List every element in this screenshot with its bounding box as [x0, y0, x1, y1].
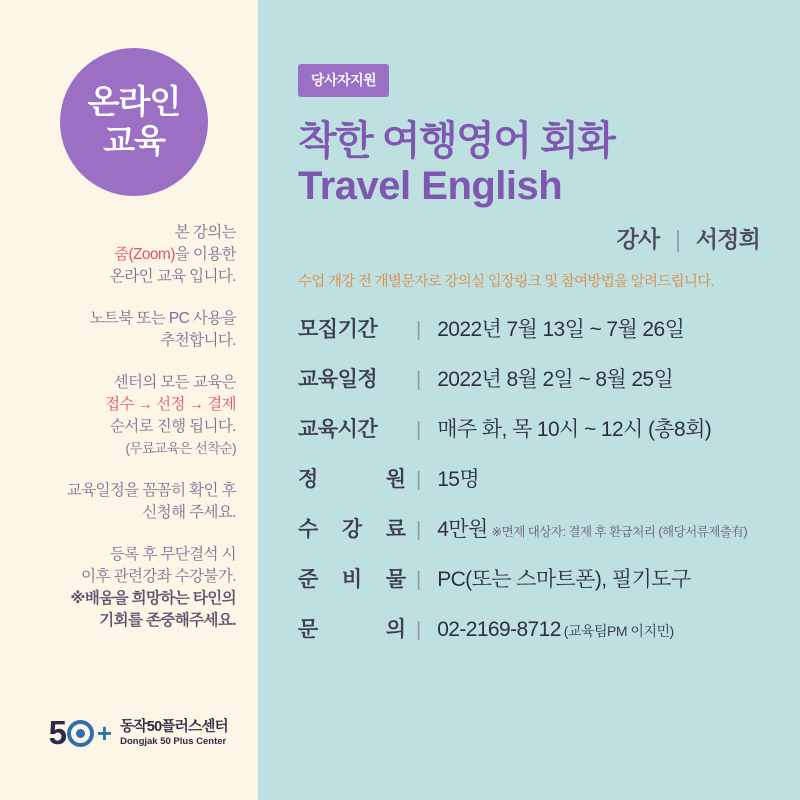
note-text: 센터의 모든 교육은	[113, 374, 236, 391]
notes-list	[0, 222, 236, 652]
info-row-separator: |	[416, 368, 422, 391]
info-row-value: 15명	[437, 467, 480, 491]
class-access-note: 수업 개강 전 개별문자로 강의실 입장링크 및 참여방법을 알려드립니다.	[298, 273, 714, 290]
note-text: 을 이용한	[174, 246, 236, 263]
label-char: 수	[298, 517, 319, 541]
label-char: 원	[385, 467, 406, 491]
left-panel	[0, 0, 258, 800]
instructor-line	[298, 221, 770, 254]
label-char: 물	[385, 567, 406, 591]
info-row-value: 2022년 7월 13일 ~ 7월 26일	[437, 317, 685, 341]
info-row-label	[298, 513, 406, 543]
online-education-badge	[60, 48, 208, 196]
note-item	[0, 308, 236, 352]
logo-name-kr: 동작50플러스센터	[120, 719, 228, 735]
label-char: 의	[385, 617, 406, 641]
info-row-label: 교육일정	[298, 367, 378, 391]
course-title-kr: 착한 여행영어 회화	[298, 119, 615, 163]
label-char: 정	[298, 467, 319, 491]
info-row-separator: |	[416, 568, 422, 591]
info-row	[298, 613, 770, 643]
label-char: 준	[298, 567, 319, 591]
note-item	[0, 544, 236, 632]
info-row-label	[298, 563, 406, 593]
right-panel	[258, 0, 800, 800]
note-text: 온라인 교육 입니다.	[109, 268, 236, 285]
note-item	[0, 222, 236, 288]
category-tag: 당사자지원	[298, 64, 389, 97]
label-char: 료	[385, 517, 406, 541]
note-text: (무료교육은 선착순)	[125, 441, 236, 456]
info-row-value: 매주 화, 목 10시 ~ 12시 (총8회)	[437, 417, 712, 441]
note-item	[0, 372, 236, 460]
note-text: 추천합니다.	[160, 332, 236, 349]
center-logo	[49, 714, 228, 752]
info-row-separator: |	[416, 468, 422, 491]
label-char: 문	[298, 617, 319, 641]
info-row-label	[298, 613, 406, 643]
info-row-value: PC(또는 스마트폰), 필기도구	[437, 567, 691, 591]
info-row-value: 4만원 ※면제 대상자: 결제 후 환급처리 (해당서류제출有)	[437, 517, 748, 541]
note-text-highlight: 접수 → 선정 → 결제	[105, 396, 236, 413]
note-text: 노트북 또는 PC 사용을	[89, 310, 236, 327]
instructor-name: 서정희	[695, 225, 760, 252]
info-row-separator: |	[416, 418, 422, 441]
course-title-en: Travel English	[298, 163, 563, 208]
note-text-highlight: 줌(Zoom)	[114, 246, 175, 263]
logo-name-en: Dongjak 50 Plus Center	[120, 736, 227, 748]
info-row-label: 교육시간	[298, 417, 378, 441]
info-row-note: ※면제 대상자: 결제 후 환급처리 (해당서류제출有)	[491, 524, 748, 539]
info-row-separator: |	[416, 318, 422, 341]
info-row-separator: |	[416, 618, 422, 641]
note-item	[0, 480, 236, 524]
info-row-label	[298, 463, 406, 493]
note-text: 기회를 존중해주세요.	[99, 612, 236, 629]
info-table	[298, 313, 770, 643]
info-row-value: 2022년 8월 2일 ~ 8월 25일	[437, 367, 674, 391]
note-text: 순서로 진행 됩니다.	[109, 418, 236, 435]
info-row	[298, 463, 770, 493]
badge-line-2: 교육	[103, 122, 165, 159]
logo-plus: +	[96, 717, 112, 748]
instructor-separator: |	[674, 225, 681, 252]
note-text: 신청해 주세요.	[142, 504, 236, 521]
info-row	[298, 313, 770, 343]
logo-text	[120, 718, 228, 748]
info-row-separator: |	[416, 518, 422, 541]
label-char: 강	[341, 517, 363, 541]
info-row-value: 02-2169-8712 (교육팀PM 이지민)	[437, 617, 674, 641]
info-row	[298, 413, 770, 443]
badge-line-1: 온라인	[87, 83, 181, 121]
logo-ring-icon	[67, 720, 94, 747]
info-row	[298, 513, 770, 543]
note-text: 이후 관련강좌 수강불가.	[81, 568, 236, 585]
note-text: 본 강의는	[174, 224, 236, 241]
info-row-note: (교육팀PM 이지민)	[563, 622, 674, 639]
info-row	[298, 563, 770, 593]
note-text: ※배움을 희망하는 타인의	[70, 590, 236, 607]
logo-digit-5: 5	[48, 714, 66, 751]
info-row	[298, 363, 770, 393]
label-char: 비	[341, 567, 363, 591]
note-text: 등록 후 무단결석 시	[109, 546, 236, 563]
info-row-label: 모집기간	[298, 317, 378, 341]
instructor-label: 강사	[616, 225, 660, 252]
logo-mark	[49, 714, 112, 752]
note-text: 교육일정을 꼼꼼히 확인 후	[66, 482, 236, 499]
